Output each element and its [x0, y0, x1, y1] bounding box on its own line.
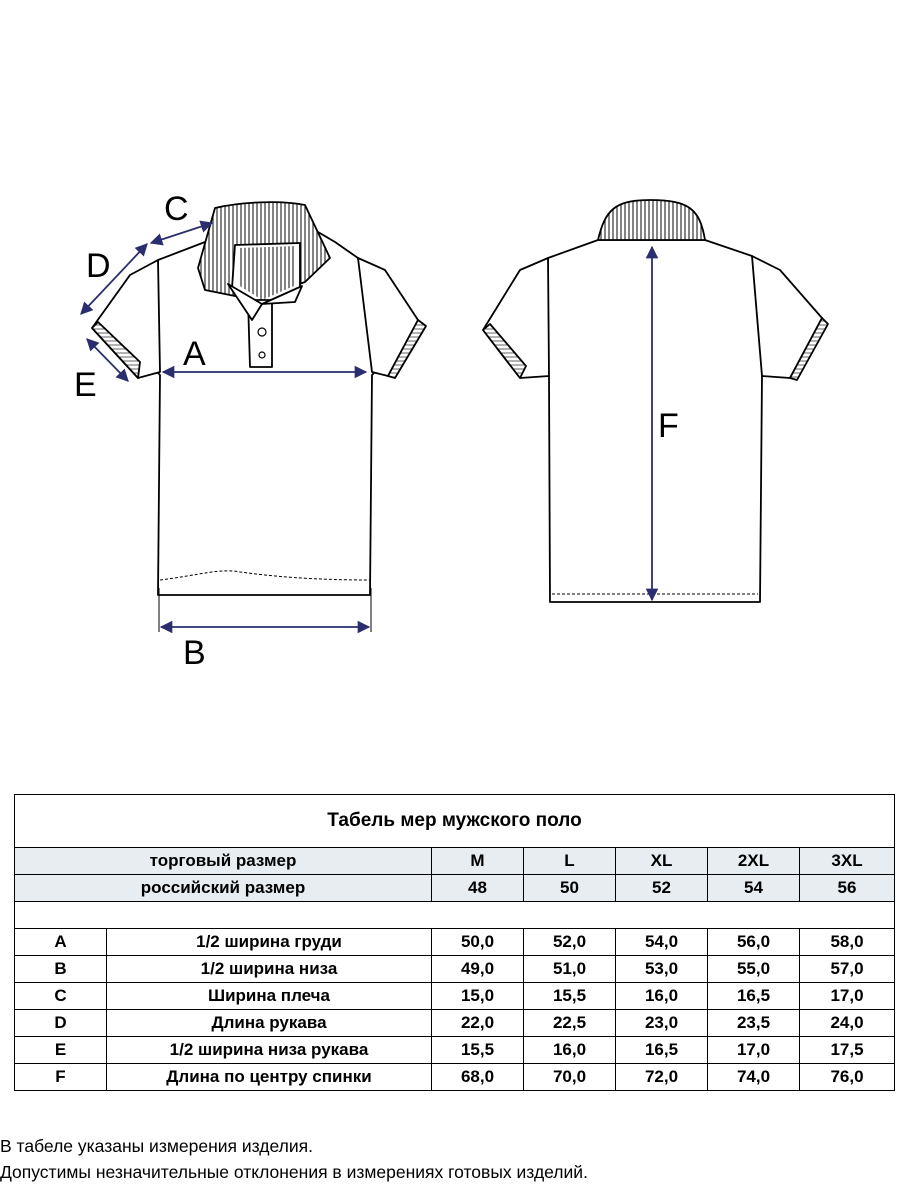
row-code: C	[15, 983, 107, 1010]
row-value: 58,0	[800, 929, 895, 956]
row-value: 50,0	[432, 929, 524, 956]
row-value: 16,5	[708, 983, 800, 1010]
row-value: 15,5	[524, 983, 616, 1010]
row-value: 56,0	[708, 929, 800, 956]
table-title-row	[15, 795, 895, 848]
row-code: E	[15, 1037, 107, 1064]
label-d: D	[86, 247, 111, 285]
size-cell: 56	[800, 875, 895, 902]
row-code: A	[15, 929, 107, 956]
row-value: 16,0	[616, 983, 708, 1010]
row-value: 54,0	[616, 929, 708, 956]
row-value: 76,0	[800, 1064, 895, 1091]
table-row	[15, 1064, 895, 1091]
row-value: 23,5	[708, 1010, 800, 1037]
size-cell: L	[524, 848, 616, 875]
row-value: 17,0	[800, 983, 895, 1010]
ru-size-label: российский размер	[15, 875, 432, 902]
label-f: F	[658, 407, 679, 445]
row-code: D	[15, 1010, 107, 1037]
row-name: 1/2 ширина низа	[107, 956, 432, 983]
row-code: F	[15, 1064, 107, 1091]
note-line: В табеле указаны измерения изделия.	[0, 1136, 313, 1156]
row-value: 16,0	[524, 1037, 616, 1064]
trade-size-row	[15, 848, 895, 875]
label-b: B	[183, 634, 206, 672]
row-value: 57,0	[800, 956, 895, 983]
row-name: Длина рукава	[107, 1010, 432, 1037]
size-cell: XL	[616, 848, 708, 875]
table-row	[15, 1010, 895, 1037]
row-value: 22,0	[432, 1010, 524, 1037]
table-title: Табель мер мужского поло	[15, 795, 895, 848]
row-name: Ширина плеча	[107, 983, 432, 1010]
size-cell: 50	[524, 875, 616, 902]
label-a: A	[183, 335, 206, 373]
label-e: E	[74, 366, 97, 404]
row-code: B	[15, 956, 107, 983]
trade-size-label: торговый размер	[15, 848, 432, 875]
row-value: 70,0	[524, 1064, 616, 1091]
spacer-row	[15, 902, 895, 929]
row-value: 51,0	[524, 956, 616, 983]
row-value: 52,0	[524, 929, 616, 956]
polo-front-view	[92, 202, 426, 595]
note-line: Допустимы незначительные отклонения в измерениях готовых изделий.	[0, 1162, 588, 1182]
ru-size-row	[15, 875, 895, 902]
size-cell: 48	[432, 875, 524, 902]
size-cell: 52	[616, 875, 708, 902]
row-value: 68,0	[432, 1064, 524, 1091]
row-name: Длина по центру спинки	[107, 1064, 432, 1091]
size-cell: 2XL	[708, 848, 800, 875]
table-row	[15, 983, 895, 1010]
row-value: 22,5	[524, 1010, 616, 1037]
row-value: 17,0	[708, 1037, 800, 1064]
row-value: 17,5	[800, 1037, 895, 1064]
row-name: 1/2 ширина низа рукава	[107, 1037, 432, 1064]
polo-back-view	[483, 200, 828, 602]
row-value: 15,5	[432, 1037, 524, 1064]
row-value: 16,5	[616, 1037, 708, 1064]
row-value: 15,0	[432, 983, 524, 1010]
row-value: 74,0	[708, 1064, 800, 1091]
label-c: C	[164, 190, 189, 228]
row-value: 24,0	[800, 1010, 895, 1037]
table-row	[15, 1037, 895, 1064]
notes	[0, 1133, 588, 1185]
row-value: 72,0	[616, 1064, 708, 1091]
size-cell: M	[432, 848, 524, 875]
table-row	[15, 929, 895, 956]
row-name: 1/2 ширина груди	[107, 929, 432, 956]
table-row	[15, 956, 895, 983]
row-value: 55,0	[708, 956, 800, 983]
row-value: 23,0	[616, 1010, 708, 1037]
row-value: 49,0	[432, 956, 524, 983]
size-cell: 54	[708, 875, 800, 902]
size-table	[14, 794, 895, 1091]
size-cell: 3XL	[800, 848, 895, 875]
row-value: 53,0	[616, 956, 708, 983]
spacer-cell	[15, 902, 895, 929]
